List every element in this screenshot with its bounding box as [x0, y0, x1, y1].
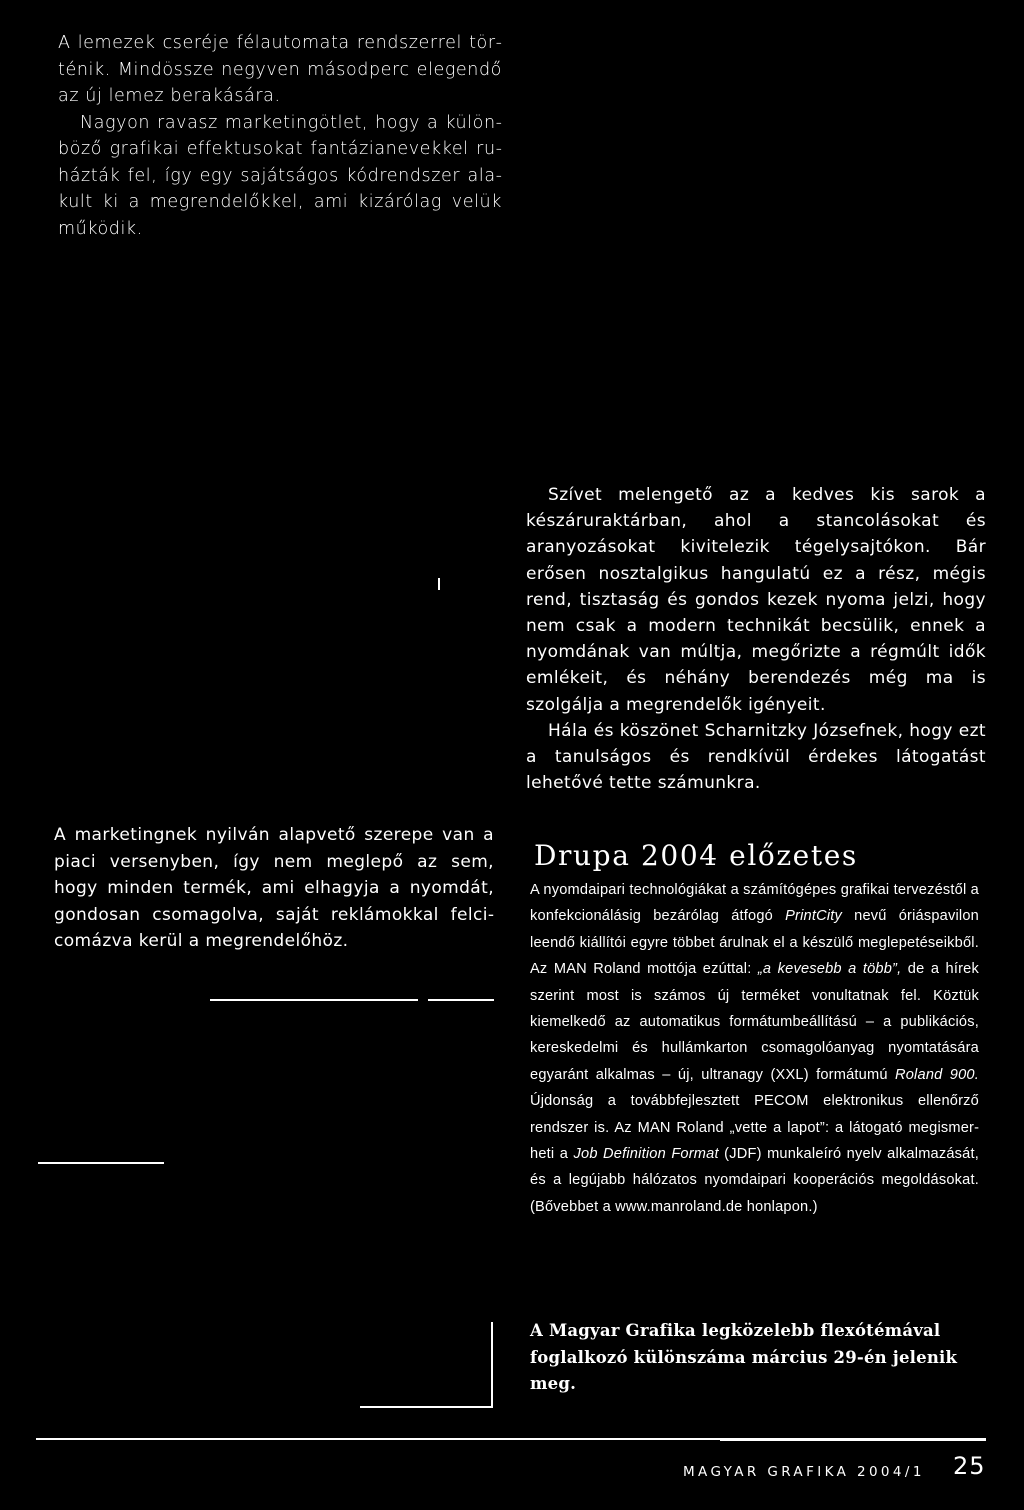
left-lower-column [54, 822, 494, 955]
article-emphasis-jdf: Job Definition Format [573, 1146, 719, 1163]
right-upper-column [526, 482, 986, 796]
article-emphasis-printcity: PrintCity [785, 908, 843, 925]
top-left-paragraph-1: A lemezek cseréje félautomata rendszerrel történik. Mindössze negyven másodperc elegendő az új lemez berakására. [58, 33, 502, 106]
decorative-rule-left [210, 999, 418, 1001]
article-text-3: de a hírek szerint most is számos új terméket vonultatnak fel. Köztük kiemelkedő az automatikus formátumbeállítású – a publikációs, kereskedelmi és hullámkarton csomagolóanyag nyomtatására egyaránt alkalmas – új, ultranagy (XXL) formátumú [530, 961, 979, 1083]
article-text-4: Újdonság a továbbfejlesztett PECOM elektronikus ellenőrző rendszer is. Az MAN Roland „vette a lapot”: a látogató megismerheti a [530, 1093, 979, 1163]
next-issue-notice-text: A Magyar Grafika legközelebb flexótémával foglalkozó különszáma március 29-én jelenik meg. [530, 1321, 958, 1393]
decorative-tick [438, 578, 440, 590]
article-text-2: nevű óriáspavilon leendő kiállítói egyre többet árulnak el a készülő meglepetéseikből. Az MAN Roland mottója ezúttal: [530, 908, 980, 978]
right-upper-paragraph-1: Szívet melengető az a kedves kis sarok a készáruraktárban, ahol a stancolásokat és aranyozásokat kivitelezik tégelysajtókon. Bár erősen nosztalgikus hangulatú ez a rész, mégis rend, tisztaság és gondos kezek nyoma jelzi, hogy nem csak a modern technikát becsülik, ennek a nyomdának van múltja, megőrizte a régmúlt idők emlékeit, és néhány berendezés még ma is szolgálja a megrendelők igényeit. [526, 485, 986, 715]
top-left-paragraph-2: Nagyon ravasz marketingötlet, hogy a különböző grafikai effektusokat fantázianevekkel ruházták fel, így egy sajátságos kódrendszer alakult ki a megrendelőkkel, ami kizárólag velük működik. [58, 112, 502, 239]
article-paragraph [530, 877, 979, 1220]
left-lower-paragraph: A marketingnek nyilván alapvető szerepe van a piaci versenyben, így nem meglepő az sem, hogy minden termék, ami elhagyja a nyomdát, gondosan csomagolva, saját reklámokkal felcicomázva kerül a megrendelőhöz. [54, 825, 494, 951]
decorative-rule-left-short [428, 999, 494, 1001]
next-issue-notice [530, 1318, 970, 1398]
article-title: Drupa 2004 előzetes [534, 839, 858, 872]
footer-rule-accent [720, 1438, 986, 1441]
decorative-bracket-vertical [491, 1322, 493, 1408]
page-number: 25 [953, 1452, 986, 1480]
article-body [530, 877, 979, 1220]
top-left-column [58, 30, 502, 242]
footer-publication-label: MAGYAR GRAFIKA 2004/1 [683, 1464, 925, 1480]
article-emphasis-roland900: Roland 900. [895, 1066, 979, 1083]
right-upper-paragraph-2: Hála és köszönet Scharnitzky Józsefnek, hogy ezt a tanulságos és rendkívül érdekes látogatást lehetővé tette számunkra. [526, 720, 986, 794]
decorative-bracket-horizontal [360, 1406, 493, 1408]
article-text-1: A nyomdaipari technológiákat a számítógépes grafikai tervezéstől a konfekcionálásig bezárólag átfogó [530, 882, 979, 925]
article-text-5: (JDF) munkaleíró nyelv alkalmazását, és a legújabb hálózatos nyomdaipari kooperációs megoldásokat. (Bővebbet a www.manroland.de honlapon.) [530, 1146, 980, 1215]
article-emphasis-motto: „a kevesebb a több”, [757, 961, 902, 978]
decorative-rule-far-left [38, 1162, 164, 1164]
